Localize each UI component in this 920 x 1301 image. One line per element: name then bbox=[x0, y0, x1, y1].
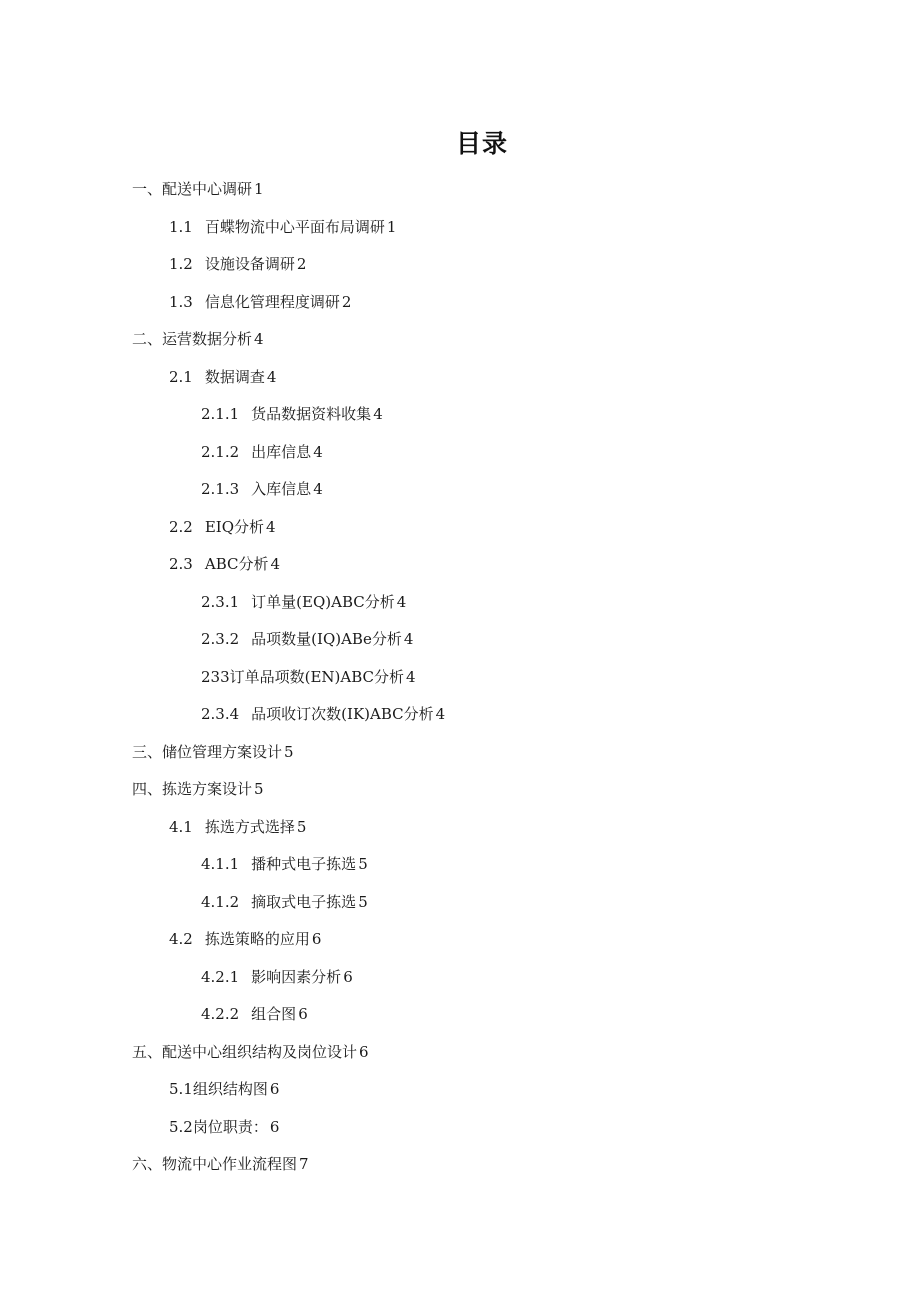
toc-entry-page-number: 5 bbox=[254, 780, 264, 798]
toc-entry-text: 四、拣选方案设计 bbox=[132, 780, 253, 798]
toc-entry-text: 233订单品项数(EN)ABC分析 bbox=[201, 667, 405, 686]
toc-entry-text: ABC分析 bbox=[204, 555, 269, 573]
toc-entry-page-number: 1 bbox=[386, 217, 397, 236]
toc-entry[interactable] bbox=[0, 1071, 920, 1109]
toc-entry-page-number: 1 bbox=[254, 180, 264, 198]
toc-entry[interactable] bbox=[0, 471, 920, 509]
toc-entry[interactable] bbox=[0, 209, 920, 247]
toc-entry-text: 订单量(EQ)ABC分析 bbox=[251, 592, 395, 611]
toc-entry[interactable] bbox=[0, 696, 920, 734]
toc-entry[interactable] bbox=[0, 434, 920, 472]
toc-entry[interactable] bbox=[0, 584, 920, 622]
toc-entry[interactable] bbox=[0, 1109, 920, 1147]
toc-entry-text: 百蝶物流中心平面布局调研 bbox=[204, 217, 385, 236]
toc-entry-number: 1.3 bbox=[169, 292, 193, 311]
toc-entry-page-number: 6 bbox=[298, 1005, 308, 1023]
toc-entry-page-number: 4 bbox=[254, 330, 264, 348]
toc-entry-number: 4.1 bbox=[169, 817, 193, 836]
toc-entry-page-number: 6 bbox=[343, 967, 353, 986]
toc-entry-text: 出库信息 bbox=[251, 442, 312, 461]
toc-entry-number: 2.1 bbox=[169, 367, 193, 386]
toc-entry-text: 摘取式电子拣选 bbox=[251, 892, 357, 911]
toc-entry-text: 五、配送中心组织结构及岗位设计 bbox=[132, 1042, 358, 1061]
toc-entry-number: 2.3.1 bbox=[201, 592, 240, 611]
toc-entry-number: 4.1.2 bbox=[201, 892, 240, 911]
toc-entry-page-number: 4 bbox=[313, 480, 323, 498]
toc-entry-number: 2.3.4 bbox=[201, 705, 240, 723]
toc-entry-text: 入库信息 bbox=[251, 480, 312, 498]
toc-entry[interactable] bbox=[0, 809, 920, 847]
toc-entry-page-number: 5 bbox=[284, 742, 294, 761]
toc-entry[interactable] bbox=[0, 996, 920, 1034]
toc-entry[interactable] bbox=[0, 659, 920, 697]
toc-title: 目录 bbox=[455, 129, 508, 158]
toc-entry-text: 数据调查 bbox=[204, 367, 265, 386]
toc-entry-page-number: 6 bbox=[311, 930, 322, 948]
toc-entry-number: 4.1.1 bbox=[201, 855, 240, 873]
toc-entry[interactable] bbox=[0, 284, 920, 322]
toc-entry-number: 2.1.1 bbox=[201, 405, 240, 423]
toc-entry-number: 2.3.2 bbox=[201, 630, 240, 648]
toc-entry-page-number: 2 bbox=[296, 255, 307, 273]
toc-entry-page-number: 4 bbox=[266, 367, 277, 386]
toc-entry-number: 4.2.1 bbox=[201, 967, 240, 986]
toc-entry-text: 货品数据资料收集 bbox=[251, 405, 372, 423]
toc-entry-text: EIQ分析 bbox=[204, 517, 265, 536]
toc-entry[interactable] bbox=[0, 846, 920, 884]
toc-entry-page-number: 7 bbox=[299, 1155, 309, 1173]
toc-entry-text: 设施设备调研 bbox=[204, 255, 295, 273]
toc-entry[interactable] bbox=[0, 921, 920, 959]
toc-entry-number: 1.1 bbox=[169, 217, 193, 236]
toc-entry-page-number: 4 bbox=[396, 592, 407, 611]
toc-entry[interactable] bbox=[0, 621, 920, 659]
toc-entry-number: 2.1.2 bbox=[201, 442, 240, 461]
toc-entry-number: 2.2 bbox=[169, 517, 193, 536]
toc-entry-page-number: 4 bbox=[266, 517, 276, 536]
toc-entry-number: 4.2.2 bbox=[201, 1005, 240, 1023]
toc-entry-text: 品项收订次数(IK)ABC分析 bbox=[251, 705, 434, 723]
toc-entry-page-number: 4 bbox=[435, 705, 446, 723]
toc-entry-page-number: 5 bbox=[296, 817, 307, 836]
toc-list bbox=[0, 171, 920, 1184]
toc-entry[interactable] bbox=[0, 359, 920, 397]
toc-entry-text: 一、配送中心调研 bbox=[132, 180, 253, 198]
toc-entry-page-number: 6 bbox=[359, 1042, 369, 1061]
toc-entry-page-number: 4 bbox=[373, 405, 383, 423]
toc-entry-page-number: 4 bbox=[403, 630, 414, 648]
toc-entry[interactable] bbox=[0, 959, 920, 997]
toc-entry-number: 1.2 bbox=[169, 255, 193, 273]
toc-entry-page-number: 6 bbox=[269, 1080, 280, 1098]
toc-entry-number: 4.2 bbox=[169, 930, 193, 948]
toc-entry-text: 影响因素分析 bbox=[251, 967, 342, 986]
toc-entry-page-number: 6 bbox=[269, 1117, 280, 1136]
toc-entry-text: 品项数量(IQ)ABe分析 bbox=[251, 630, 402, 648]
toc-entry[interactable] bbox=[0, 1146, 920, 1184]
toc-entry-page-number: 2 bbox=[341, 292, 352, 311]
toc-entry-text: 5.2岗位职责： bbox=[169, 1117, 268, 1136]
toc-entry-number: 2.3 bbox=[169, 555, 193, 573]
toc-entry[interactable] bbox=[0, 884, 920, 922]
toc-entry-page-number: 5 bbox=[358, 855, 368, 873]
toc-entry-page-number: 4 bbox=[406, 667, 416, 686]
toc-entry[interactable] bbox=[0, 171, 920, 209]
toc-entry-text: 播种式电子拣选 bbox=[251, 855, 357, 873]
toc-entry-number: 2.1.3 bbox=[201, 480, 240, 498]
toc-entry-text: 六、物流中心作业流程图 bbox=[132, 1155, 298, 1173]
toc-entry[interactable] bbox=[0, 246, 920, 284]
toc-entry[interactable] bbox=[0, 321, 920, 359]
toc-entry-text: 拣选方式选择 bbox=[204, 817, 295, 836]
toc-entry[interactable] bbox=[0, 1034, 920, 1072]
toc-entry-text: 5.1组织结构图 bbox=[169, 1080, 268, 1098]
toc-entry-text: 二、运营数据分析 bbox=[132, 330, 253, 348]
toc-entry-text: 信息化管理程度调研 bbox=[204, 292, 340, 311]
toc-entry[interactable] bbox=[0, 509, 920, 547]
toc-entry[interactable] bbox=[0, 396, 920, 434]
toc-entry-text: 三、储位管理方案设计 bbox=[132, 742, 283, 761]
toc-entry-page-number: 4 bbox=[270, 555, 281, 573]
toc-entry[interactable] bbox=[0, 771, 920, 809]
toc-entry-page-number: 4 bbox=[313, 442, 323, 461]
toc-entry[interactable] bbox=[0, 546, 920, 584]
toc-entry-text: 组合图 bbox=[251, 1005, 297, 1023]
toc-entry[interactable] bbox=[0, 734, 920, 772]
toc-entry-page-number: 5 bbox=[358, 892, 368, 911]
toc-entry-text: 拣选策略的应用 bbox=[204, 930, 310, 948]
